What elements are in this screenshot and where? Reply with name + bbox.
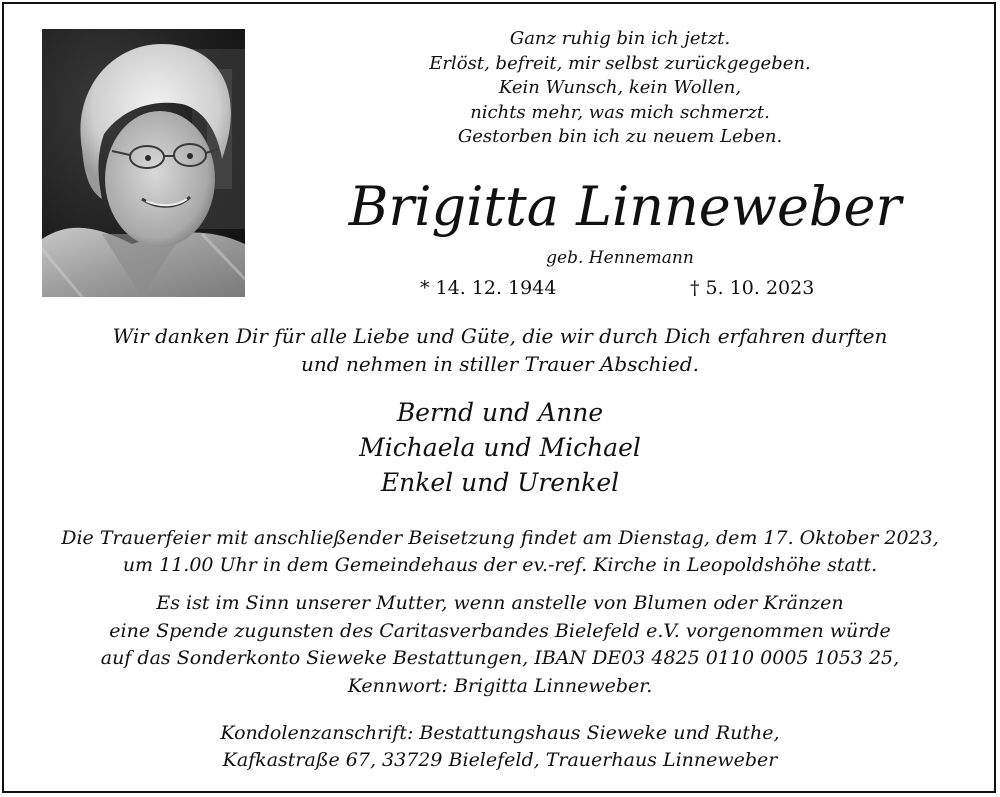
thanks-line: Wir danken Dir für alle Liebe und Güte, die wir durch Dich erfahren durften xyxy=(112,324,888,348)
condolence-address xyxy=(0,720,1000,774)
funeral-info xyxy=(0,525,1000,579)
condolence-line: Kafkastraße 67, 33729 Bielefeld, Trauerhaus Linneweber xyxy=(222,749,778,771)
deceased-name: Brigitta Linneweber xyxy=(348,175,902,238)
mourner-line: Bernd und Anne xyxy=(396,398,604,427)
funeral-line: um 11.00 Uhr in dem Gemeindehaus der ev.-ref. Kirche in Leopoldshöhe statt. xyxy=(122,554,878,576)
poem-line: nichts mehr, was mich schmerzt. xyxy=(470,101,770,123)
mourners-list xyxy=(0,395,1000,500)
poem-line: Kein Wunsch, kein Wollen, xyxy=(498,77,742,98)
condolence-line: Kondolenzanschrift: Bestattungshaus Sieweke und Ruthe, xyxy=(220,722,780,744)
thanks-line: und nehmen in stiller Trauer Abschied. xyxy=(301,352,699,376)
poem-line: Ganz ruhig bin ich jetzt. xyxy=(509,28,731,49)
mourner-line: Michaela und Michael xyxy=(359,433,641,462)
donation-info xyxy=(0,590,1000,700)
death-date: † 5. 10. 2023 xyxy=(690,277,815,299)
poem-line: Gestorben bin ich zu neuem Leben. xyxy=(457,126,783,147)
poem-line: Erlöst, befreit, mir selbst zurückgegeben. xyxy=(429,52,811,74)
mourner-line: Enkel und Urenkel xyxy=(380,468,620,497)
donation-line: auf das Sonderkonto Sieweke Bestattungen, IBAN DE03 4825 0110 0005 1053 25, xyxy=(100,647,900,669)
portrait-photo xyxy=(42,29,245,297)
donation-line: Es ist im Sinn unserer Mutter, wenn anstelle von Blumen oder Kränzen xyxy=(156,592,844,614)
maiden-name: geb. Hennemann xyxy=(546,248,694,268)
donation-line: Kennwort: Brigitta Linneweber. xyxy=(347,674,653,697)
poem xyxy=(360,27,880,150)
donation-line: eine Spende zugunsten des Caritasverbandes Bielefeld e.V. vorgenommen würde xyxy=(109,619,891,642)
birth-date: * 14. 12. 1944 xyxy=(420,277,557,299)
thanks-text xyxy=(0,322,1000,378)
funeral-line: Die Trauerfeier mit anschließender Beisetzung findet am Dienstag, dem 17. Oktober 2023, xyxy=(61,527,939,549)
